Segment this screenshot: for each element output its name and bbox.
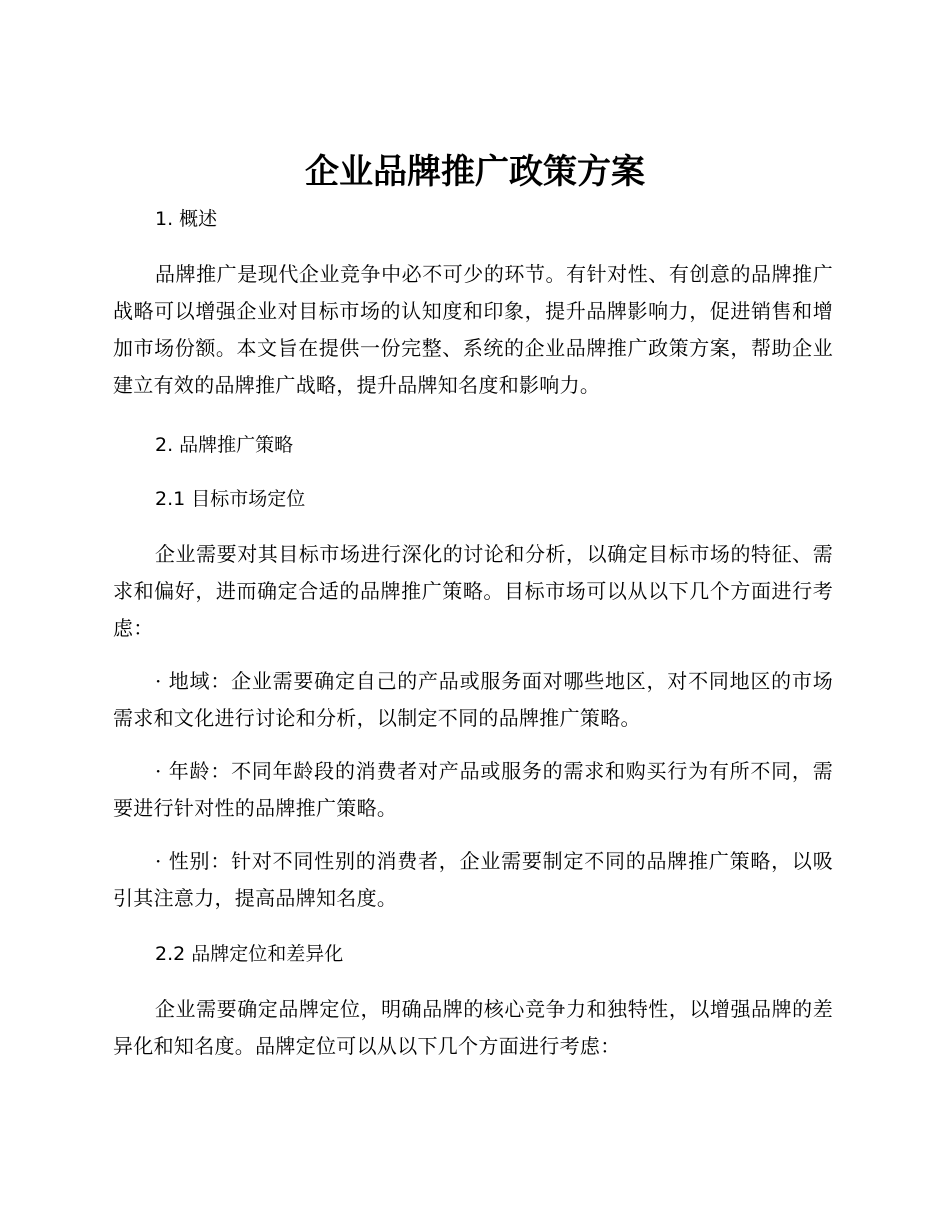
section-heading-overview: 1. 概述 (155, 208, 218, 230)
paragraph-brand-positioning: 企业需要确定品牌定位，明确品牌的核心竞争力和独特性，以增强品牌的差异化和知名度。品牌定位可以从以下几个方面进行考虑： (113, 997, 833, 1058)
document-title: 企业品牌推广政策方案 (305, 152, 645, 192)
paragraph-target-market: 企业需要对其目标市场进行深化的讨论和分析，以确定目标市场的特征、需求和偏好，进而确定合适的品牌推广策略。目标市场可以从以下几个方面进行考虑： (113, 542, 833, 640)
bullet-gender: · 性别：针对不同性别的消费者，企业需要制定不同的品牌推广策略，以吸引其注意力，提高品牌知名度。 (113, 849, 833, 910)
bullet-region: · 地域：企业需要确定自己的产品或服务面对哪些地区，对不同地区的市场需求和文化进行讨论和分析，以制定不同的品牌推广策略。 (113, 669, 833, 730)
section-heading-target-market: 2.1 目标市场定位 (155, 488, 306, 510)
bullet-age: · 年龄：不同年龄段的消费者对产品或服务的需求和购买行为有所不同，需要进行针对性的品牌推广策略。 (113, 759, 833, 820)
section-heading-strategy: 2. 品牌推广策略 (155, 434, 294, 456)
document-body (113, 202, 833, 1065)
section-heading-brand-positioning: 2.2 品牌定位和差异化 (155, 943, 344, 965)
paragraph-overview: 品牌推广是现代企业竞争中必不可少的环节。有针对性、有创意的品牌推广战略可以增强企业对目标市场的认知度和印象，提升品牌影响力，促进销售和增加市场份额。本文旨在提供一份完整、系统的企业品牌推广政策方案，帮助企业建立有效的品牌推广战略，提升品牌知名度和影响力。 (113, 262, 833, 397)
